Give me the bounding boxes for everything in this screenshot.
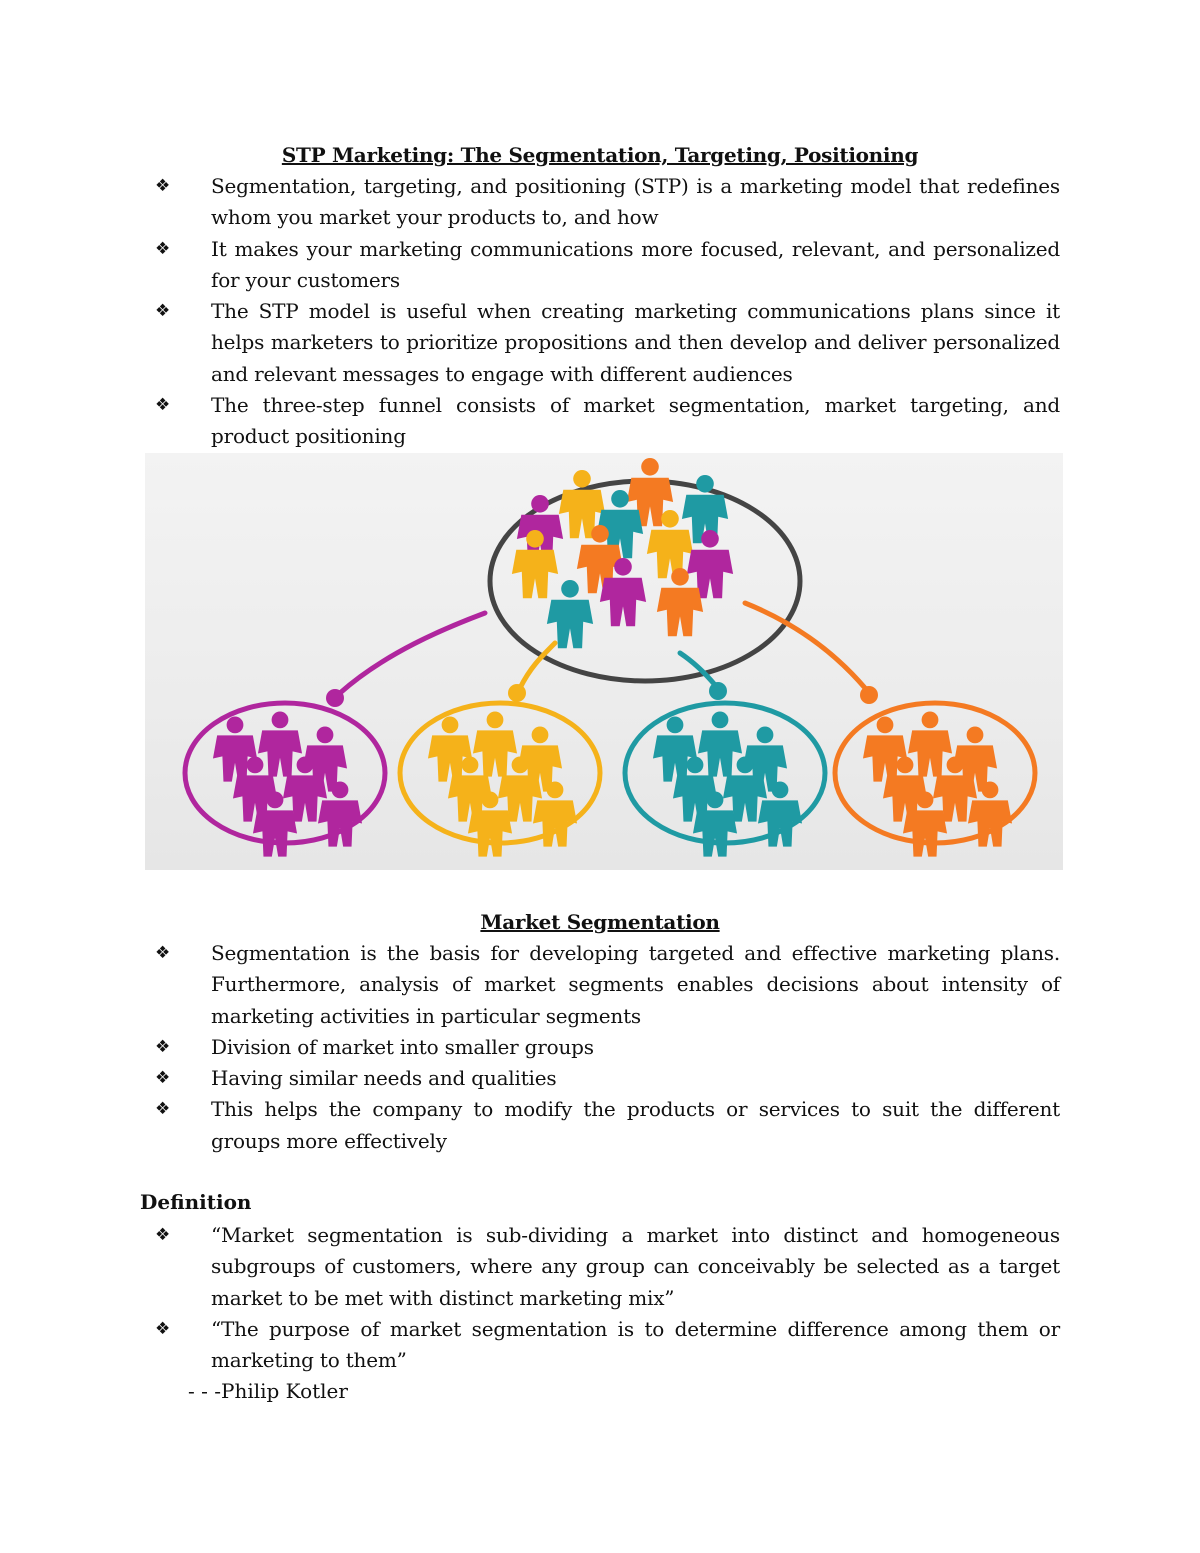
- list-item: ❖ “The purpose of market segmentation is to determine difference among them or marketing to them”: [155, 1314, 1060, 1377]
- diamond-bullet-icon: ❖: [155, 301, 171, 322]
- diamond-bullet-icon: ❖: [155, 1068, 171, 1089]
- diamond-bullet-icon: ❖: [155, 943, 171, 963]
- stp-bullet-list: [155, 171, 1060, 453]
- diamond-bullet-icon: ❖: [155, 1099, 171, 1120]
- list-item: ❖ This helps the company to modify the products or services to suit the different groups more effectively: [155, 1094, 1060, 1157]
- list-item: ❖ Division of market into smaller groups: [155, 1032, 1060, 1063]
- list-item: ❖ The three-step funnel consists of market segmentation, market targeting, and product positioning: [155, 390, 1060, 453]
- diamond-bullet-icon: ❖: [155, 176, 171, 196]
- diamond-bullet-icon: ❖: [155, 1318, 171, 1339]
- person-figure-icon: [698, 712, 742, 777]
- segmentation-bullet-list: [155, 938, 1060, 1157]
- diamond-bullet-icon: ❖: [155, 1036, 171, 1057]
- arrow-to-orange-segment: [745, 603, 878, 704]
- definition-bullet-list: [155, 1220, 1060, 1376]
- list-item: ❖ Segmentation is the basis for developing targeted and effective marketing plans. Furthermore, analysis of market segments enables decisions about intensity of marketing activities in particular segments: [155, 938, 1060, 1032]
- diamond-bullet-icon: ❖: [155, 1225, 171, 1245]
- person-figure-icon: [547, 580, 593, 648]
- market-segmentation-title: Market Segmentation: [480, 910, 720, 934]
- quote-attribution: - - -Philip Kotler: [188, 1379, 348, 1403]
- definition-heading: Definition: [140, 1190, 252, 1214]
- stp-title: STP Marketing: The Segmentation, Targeting, Positioning: [281, 143, 919, 167]
- person-figure-icon: [657, 568, 703, 636]
- list-item: ❖ The STP model is useful when creating marketing communications plans since it helps marketers to prioritize propositions and then develop and deliver personalized and relevant messages to engage with different audiences: [155, 296, 1060, 390]
- person-figure-icon: [908, 712, 952, 777]
- person-figure-icon: [473, 712, 517, 777]
- list-item: ❖ Segmentation, targeting, and positioning (STP) is a marketing model that redefines whom you market your products to, and how: [155, 171, 1060, 234]
- segmentation-illustration: [145, 453, 1063, 870]
- list-item: ❖ Having similar needs and qualities: [155, 1063, 1060, 1094]
- person-figure-icon: [258, 712, 302, 777]
- arrow-to-magenta-segment: [326, 613, 485, 707]
- diamond-bullet-icon: ❖: [155, 238, 171, 259]
- list-item: ❖ “Market segmentation is sub-dividing a market into distinct and homogeneous subgroups of customers, where any group can conceivably be selected as a target market to be met with distinct marketing mix”: [155, 1220, 1060, 1314]
- segmentation-illustration-svg: [145, 453, 1063, 870]
- diamond-bullet-icon: ❖: [155, 395, 171, 416]
- list-item: ❖ It makes your marketing communications more focused, relevant, and personalized for your customers: [155, 234, 1060, 297]
